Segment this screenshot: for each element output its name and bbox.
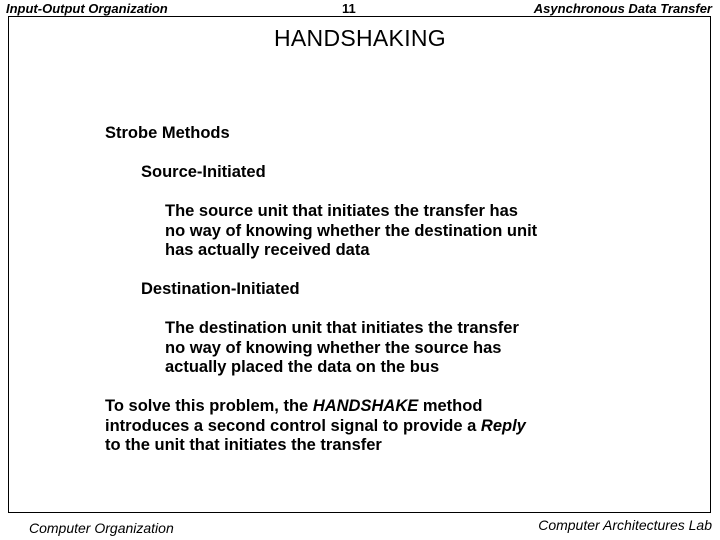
handshake-emphasis: HANDSHAKE xyxy=(312,397,419,415)
source-initiated-heading: Source-Initiated xyxy=(141,163,266,181)
solution-paragraph xyxy=(105,397,526,456)
destination-body-line: no way of knowing whether the source has xyxy=(165,338,502,357)
destination-body-line: actually placed the data on the bus xyxy=(165,358,440,376)
reply-emphasis: Reply xyxy=(480,416,526,435)
footer-right: Computer Architectures Lab xyxy=(538,517,712,533)
solution-line-2-prefix: introduces a second control signal to provide a xyxy=(105,416,481,435)
source-body-line: has actually received data xyxy=(165,241,370,259)
strobe-methods-heading: Strobe Methods xyxy=(105,124,230,142)
source-body-line: The source unit that initiates the transfer has xyxy=(165,202,518,220)
solution-line-1 xyxy=(105,397,526,417)
source-body-line: no way of knowing whether the destination unit xyxy=(165,221,538,240)
solution-line-3: to the unit that initiates the transfer xyxy=(105,436,382,454)
source-initiated-body xyxy=(165,202,537,261)
destination-initiated-body xyxy=(165,319,519,378)
slide-title: HANDSHAKING xyxy=(274,25,446,51)
header-right-title: Asynchronous Data Transfer xyxy=(533,1,712,16)
solution-line-1-prefix: To solve this problem, the xyxy=(105,397,313,415)
solution-line-2 xyxy=(105,417,526,437)
solution-line-1-suffix: method xyxy=(418,397,483,415)
destination-body-line: The destination unit that initiates the transfer xyxy=(165,319,519,337)
header-left-title: Input-Output Organization xyxy=(6,1,168,16)
footer-left: Computer Organization xyxy=(29,520,174,536)
destination-initiated-heading: Destination-Initiated xyxy=(141,280,300,298)
page-number: 11 xyxy=(342,1,356,16)
